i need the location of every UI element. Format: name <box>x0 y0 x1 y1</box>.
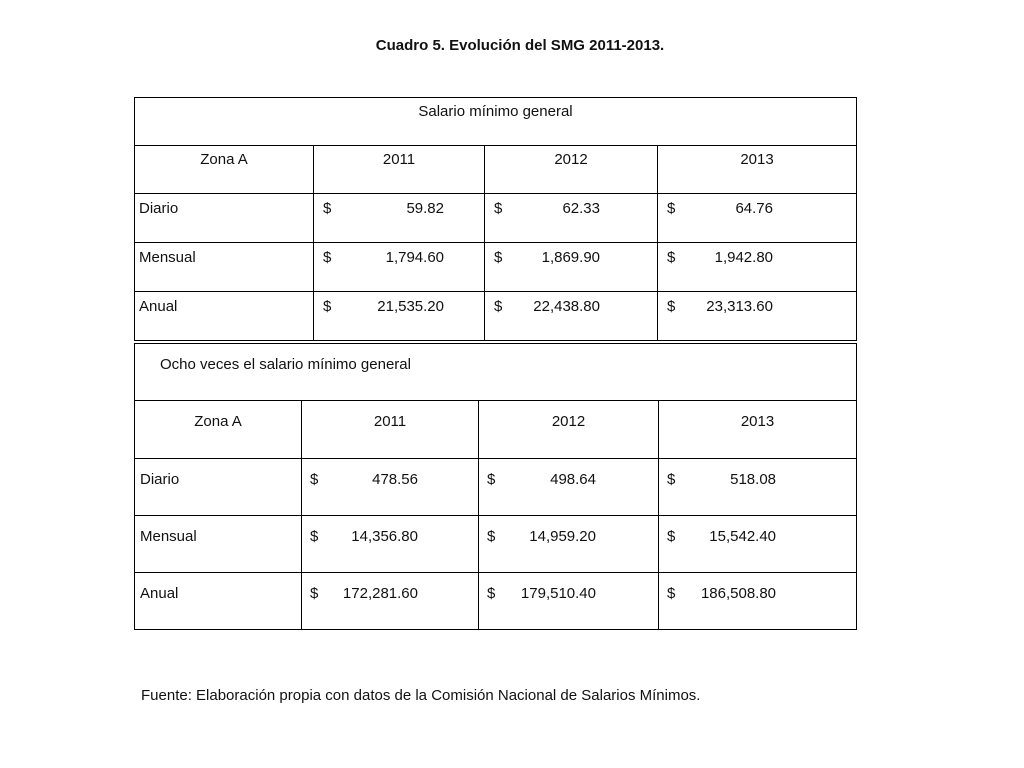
currency-symbol: $ <box>310 471 319 488</box>
value-cell-2011 <box>314 243 485 292</box>
column-header-2011: 2011 <box>302 401 479 459</box>
currency-symbol: $ <box>487 471 496 488</box>
currency-symbol: $ <box>494 200 503 217</box>
currency-symbol: $ <box>667 249 676 266</box>
amount: 1,869.90 <box>541 249 600 266</box>
row-label: Anual <box>135 573 302 630</box>
amount: 498.64 <box>550 471 596 488</box>
value-cell-2012 <box>479 516 659 573</box>
currency-symbol: $ <box>494 298 503 315</box>
currency-symbol: $ <box>667 528 676 545</box>
value-cell-2013 <box>658 243 857 292</box>
currency-symbol: $ <box>494 249 503 266</box>
amount: 1,942.80 <box>714 249 773 266</box>
currency-symbol: $ <box>667 298 676 315</box>
value-cell-2013 <box>658 292 857 341</box>
amount: 14,959.20 <box>529 528 596 545</box>
minimum-wage-table <box>134 97 857 341</box>
column-header-2012: 2012 <box>485 146 658 194</box>
table-row-anual <box>135 573 857 630</box>
value-cell-2013 <box>659 516 857 573</box>
amount: 179,510.40 <box>520 585 596 602</box>
row-label: Diario <box>135 459 302 516</box>
source-note: Fuente: Elaboración propia con datos de la Comisión Nacional de Salarios Mínimos. <box>141 687 701 704</box>
value-cell-2011 <box>314 194 485 243</box>
row-label: Mensual <box>135 516 302 573</box>
currency-symbol: $ <box>487 585 496 602</box>
value-cell-2012 <box>485 243 658 292</box>
document-title: Cuadro 5. Evolución del SMG 2011-2013. <box>375 37 665 54</box>
amount: 518.08 <box>730 471 777 488</box>
table-row-diario <box>135 194 857 243</box>
value-cell-2011 <box>302 573 479 630</box>
value-cell-2011 <box>314 292 485 341</box>
currency-symbol: $ <box>323 200 332 217</box>
table-caption: Salario mínimo general <box>135 98 857 146</box>
amount: 21,535.20 <box>377 298 444 315</box>
eight-times-minimum-wage-table <box>134 343 857 630</box>
amount: 14,356.80 <box>351 528 418 545</box>
table-row-mensual <box>135 243 857 292</box>
amount: 22,438.80 <box>533 298 600 315</box>
currency-symbol: $ <box>323 249 332 266</box>
table-header-row <box>135 401 857 459</box>
amount: 186,508.80 <box>700 585 777 602</box>
value-cell-2013 <box>658 194 857 243</box>
table-row-anual <box>135 292 857 341</box>
table-row-mensual <box>135 516 857 573</box>
table-header-row <box>135 146 857 194</box>
value-cell-2012 <box>479 459 659 516</box>
table-caption: Ocho veces el salario mínimo general <box>135 344 857 401</box>
table-row-diario <box>135 459 857 516</box>
amount: 172,281.60 <box>342 585 418 602</box>
currency-symbol: $ <box>323 298 332 315</box>
value-cell-2011 <box>302 459 479 516</box>
currency-symbol: $ <box>487 528 496 545</box>
amount: 478.56 <box>372 471 418 488</box>
currency-symbol: $ <box>667 585 676 602</box>
value-cell-2012 <box>479 573 659 630</box>
amount: 1,794.60 <box>385 249 444 266</box>
row-label: Anual <box>135 292 314 341</box>
currency-symbol: $ <box>667 471 676 488</box>
value-cell-2013 <box>659 573 857 630</box>
value-cell-2012 <box>485 292 658 341</box>
value-cell-2011 <box>302 516 479 573</box>
value-cell-2012 <box>485 194 658 243</box>
amount: 15,542.40 <box>709 528 777 545</box>
currency-symbol: $ <box>667 200 676 217</box>
currency-symbol: $ <box>310 585 319 602</box>
amount: 64.76 <box>735 200 773 217</box>
amount: 62.33 <box>562 200 600 217</box>
column-header-zone: Zona A <box>135 146 314 194</box>
amount: 23,313.60 <box>706 298 773 315</box>
value-cell-2013 <box>659 459 857 516</box>
column-header-2013: 2013 <box>659 401 857 459</box>
row-label: Mensual <box>135 243 314 292</box>
currency-symbol: $ <box>310 528 319 545</box>
column-header-2012: 2012 <box>479 401 659 459</box>
column-header-2011: 2011 <box>314 146 485 194</box>
amount: 59.82 <box>406 200 444 217</box>
row-label: Diario <box>135 194 314 243</box>
column-header-zone: Zona A <box>135 401 302 459</box>
column-header-2013: 2013 <box>658 146 857 194</box>
